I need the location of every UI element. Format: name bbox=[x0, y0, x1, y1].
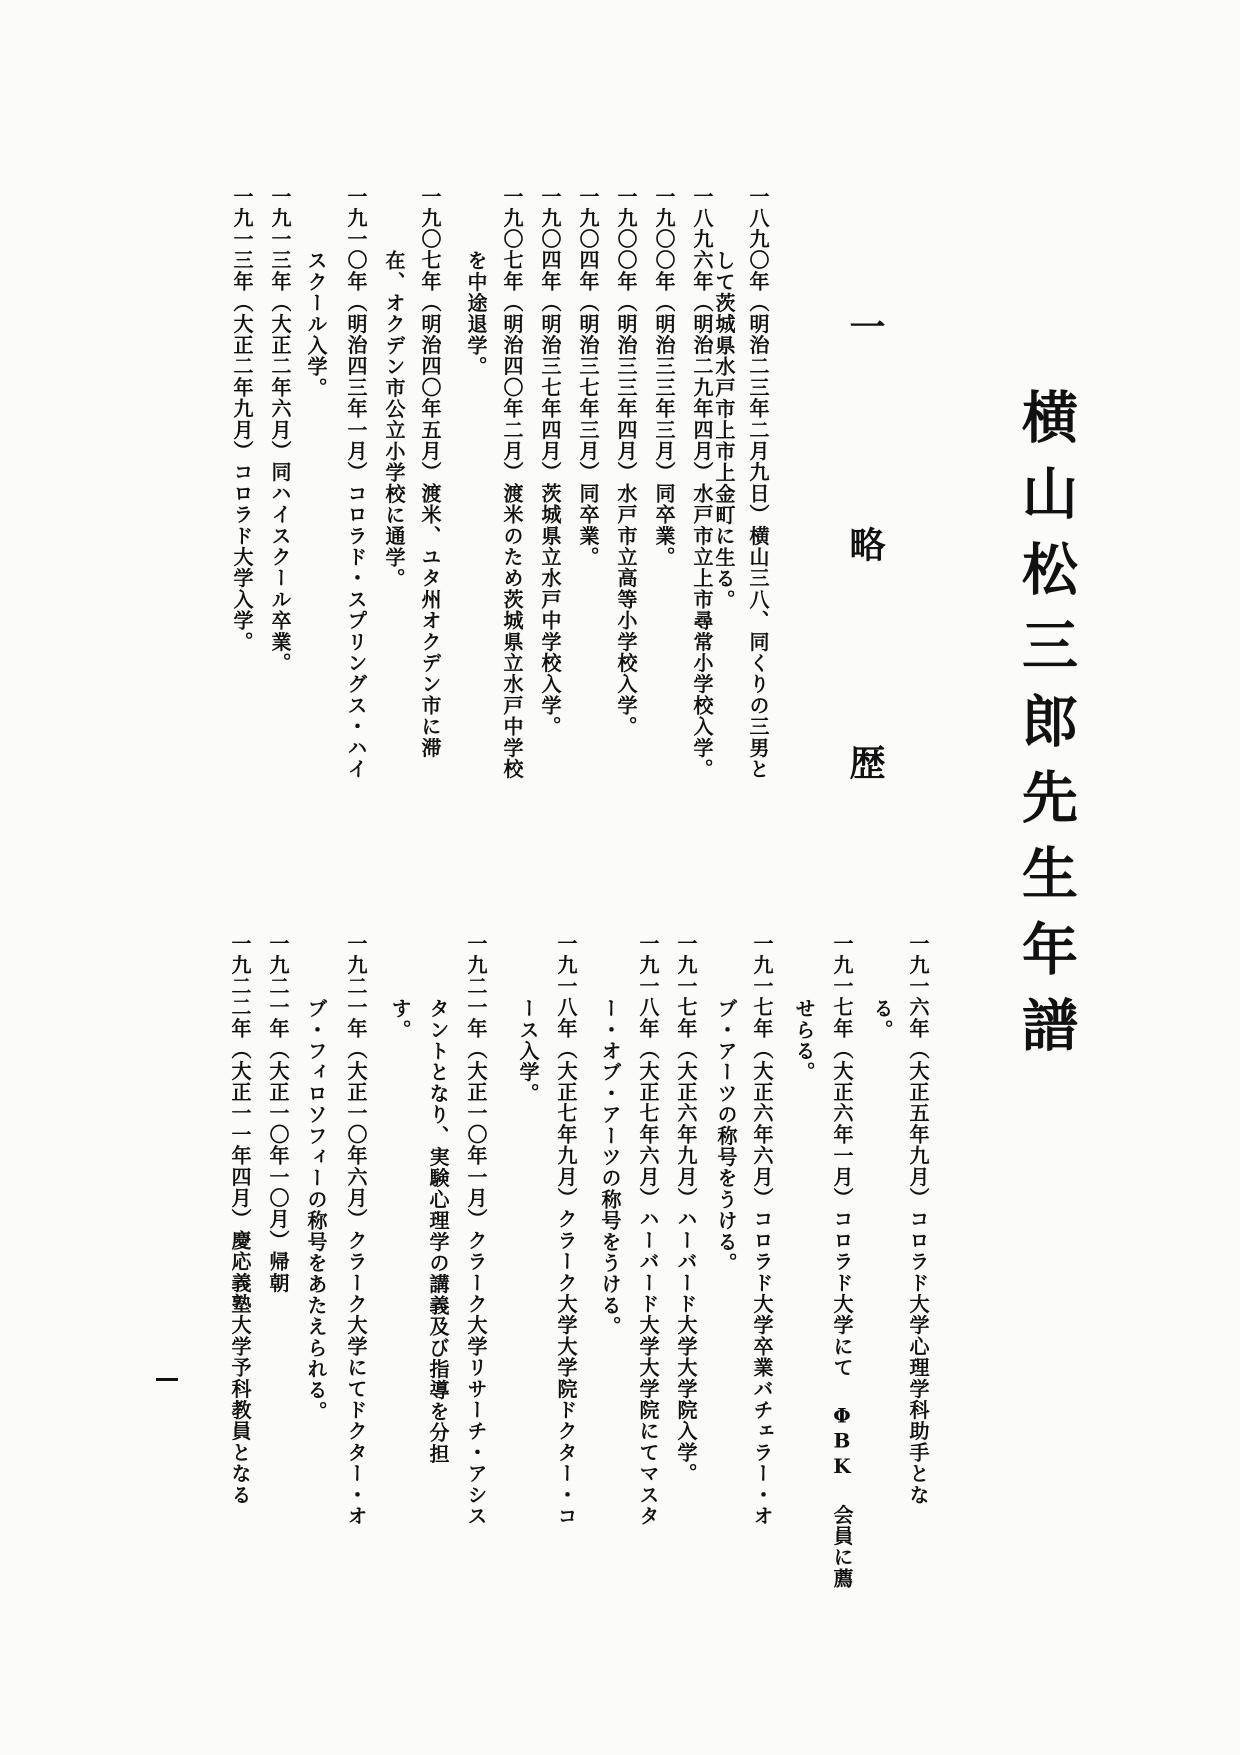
chronology-entry: 一九二一年（大正一〇年六月）クラーク大学にてドクター・オ bbox=[344, 933, 368, 1527]
chronology-entry-continuation: 在、オクデン市公立小学校に通学。 bbox=[382, 250, 406, 590]
chronology-entry: 一九一八年（大正七年九月）クラーク大学大学院ドクター・コ bbox=[554, 933, 578, 1527]
chronology-entry-continuation: る。 bbox=[870, 998, 894, 1041]
chronology-entry-continuation: ブ・アーツの称号をうける。 bbox=[714, 998, 738, 1274]
chronology-entry: 一九一八年（大正七年六月）ハーバード大学大学院にてマスタ bbox=[636, 933, 660, 1527]
chronology-entry-continuation: を中途退学。 bbox=[464, 250, 488, 378]
chronology-entry: 一九二一年（大正一〇年一〇月）帰朝 bbox=[266, 933, 290, 1294]
section-heading: 一 略 歴 bbox=[844, 308, 886, 850]
chronology-entry: 一九一七年（大正六年六月）コロラド大学卒業バチェラー・オ bbox=[750, 933, 774, 1527]
chronology-entry: 一九〇七年（明治四〇年五月）渡米、ユタ州オクデン市に滞 bbox=[418, 186, 442, 759]
chronology-entry: 一九一三年（大正二年九月）コロラド大学入学。 bbox=[230, 186, 254, 653]
chronology-entry: 一九一六年（大正五年九月）コロラド大学心理学科助手とな bbox=[906, 933, 930, 1506]
chronology-entry: 一九一七年（大正六年一月）コロラド大学にて ΦBK 会員に薦 bbox=[830, 933, 854, 1589]
chronology-entry: 一九一七年（大正六年九月）ハーバード大学大学院入学。 bbox=[674, 933, 698, 1485]
chronology-entry: 一九一〇年（明治四三年一月）コロラド・スプリングス・ハイ bbox=[344, 186, 368, 780]
page-number-mark bbox=[156, 1378, 178, 1381]
document-title: 横山松三郎先生年譜 bbox=[1013, 388, 1079, 1072]
chronology-entry: 一九〇七年（明治四〇年二月）渡米のため茨城県立水戸中学校 bbox=[500, 186, 524, 780]
chronology-entry: 一八九六年（明治二九年四月）水戸市立上市尋常小学校入学。 bbox=[690, 186, 714, 780]
chronology-entry: 一九〇四年（明治三七年三月）同卒業。 bbox=[576, 186, 600, 568]
chronology-entry: 一九二二年（大正一一年四月）慶応義塾大学予科教員となる bbox=[228, 933, 252, 1506]
chronology-entry-continuation: す。 bbox=[388, 998, 412, 1041]
chronology-entry-continuation: ース入学。 bbox=[516, 998, 540, 1104]
chronology-entry: 一九一三年（大正二年六月）同ハイスクール卒業。 bbox=[268, 186, 292, 674]
chronology-entry: 一八九〇年（明治二三年二月九日）横山三八、同くりの三男と bbox=[746, 186, 770, 780]
chronology-entry: 一九二一年（大正一〇年一月）クラーク大学リサーチ・アシス bbox=[464, 933, 488, 1527]
chronology-entry-continuation: して茨城県水戸市上市上金町に生る。 bbox=[712, 250, 736, 611]
chronology-entry-continuation: スクール入学。 bbox=[304, 250, 328, 399]
chronology-entry-continuation: ー・オブ・アーツの称号をうける。 bbox=[598, 998, 622, 1338]
chronology-entry: 一九〇〇年（明治三三年四月）水戸市立高等小学校入学。 bbox=[614, 186, 638, 738]
chronology-entry: 一九〇四年（明治三七年四月）茨城県立水戸中学校入学。 bbox=[538, 186, 562, 738]
chronology-entry-continuation: せらる。 bbox=[792, 998, 816, 1083]
chronology-entry-continuation: タントとなり、実験心理学の講義及び指導を分担 bbox=[426, 998, 450, 1465]
chronology-entry: 一九〇〇年（明治三三年三月）同卒業。 bbox=[652, 186, 676, 568]
chronology-entry-continuation: ブ・フィロソフィーの称号をあたえられる。 bbox=[304, 998, 328, 1422]
